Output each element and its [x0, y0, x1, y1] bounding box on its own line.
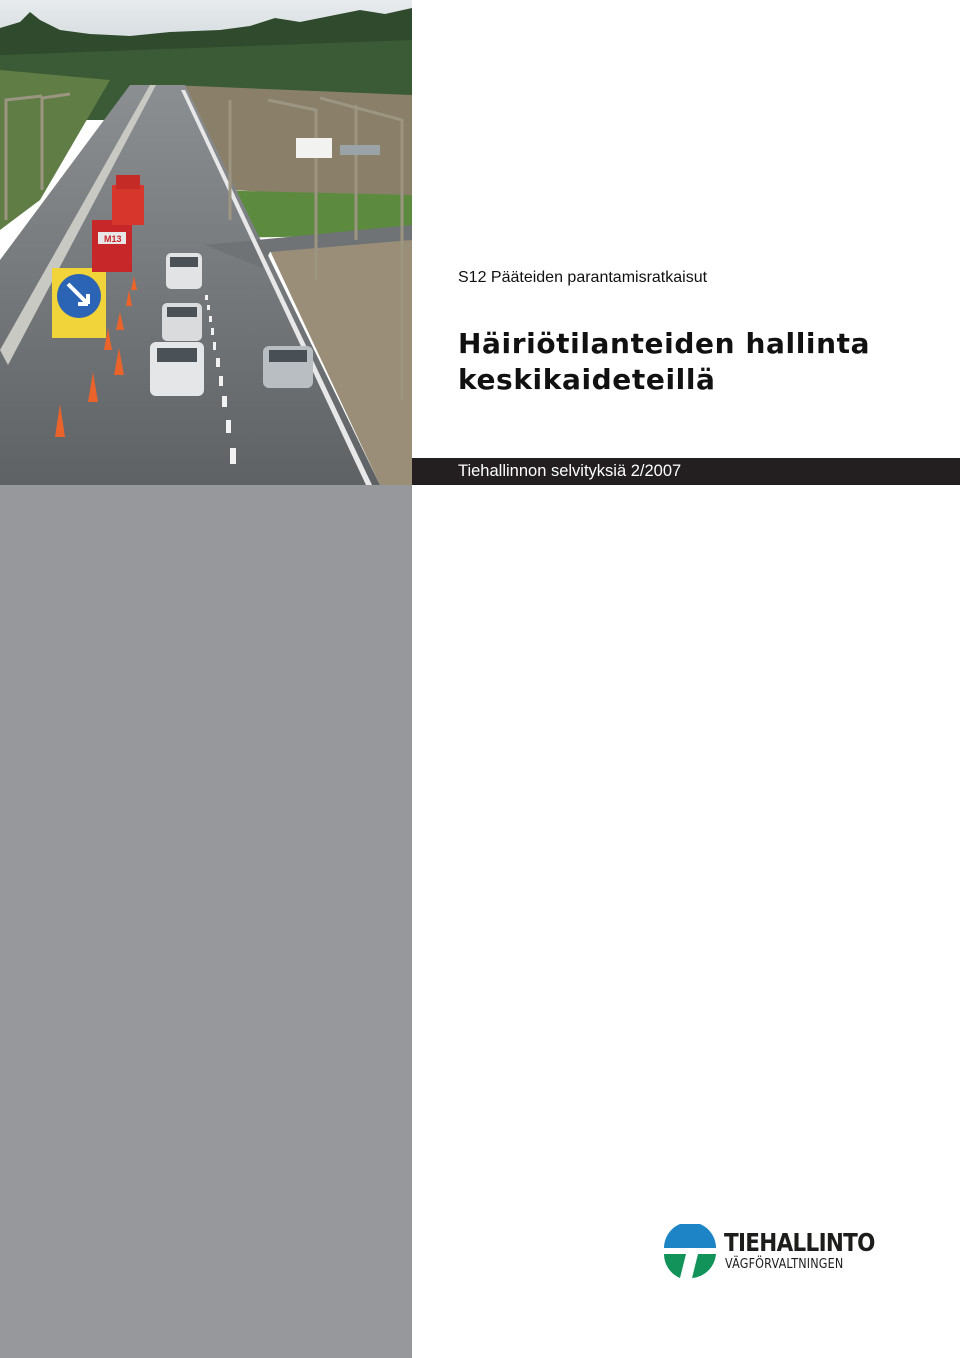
series-bar: [412, 458, 960, 485]
photo-vehicle-label: M13: [104, 234, 122, 244]
tiehallinto-logo: [662, 1224, 874, 1282]
left-gray-panel: [0, 485, 412, 1358]
main-title: [458, 326, 870, 398]
main-title-line-1: Häiriötilanteiden hallinta: [458, 327, 871, 360]
series-bar-text: Tiehallinnon selvityksiä 2/2007: [458, 462, 682, 480]
logo-name: TIEHALLINTO: [724, 1228, 875, 1257]
cover-photo: [0, 0, 412, 485]
main-title-line-2: keskikaideteillä: [458, 363, 716, 396]
logo-subname: VÄGFÖRVALTNINGEN: [725, 1257, 844, 1272]
logo-mark-icon: [662, 1224, 718, 1280]
series-label: S12 Pääteiden parantamisratkaisut: [458, 269, 708, 286]
